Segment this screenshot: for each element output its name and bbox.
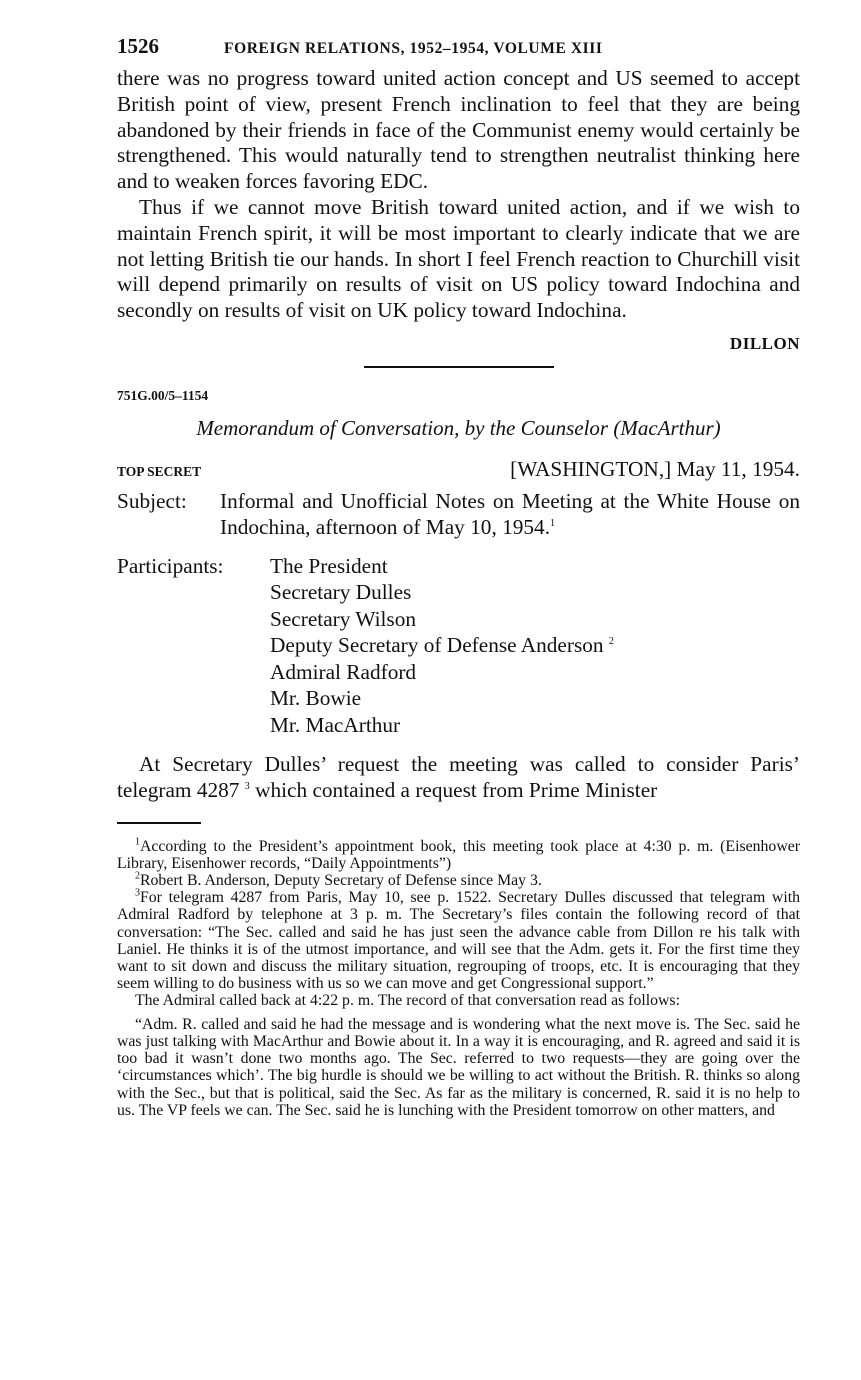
telegram-paragraph-1: there was no progress toward united action concept and US seemed to accept British point of view, present French inclination to feel that they are being abandoned by their friends in face of the Communist enemy would certainly be strengthened. This would naturally tend to strengthen neutralist thinking here and to weaken forces favoring EDC. bbox=[117, 66, 800, 194]
section-divider bbox=[364, 366, 554, 368]
memo-body-paragraph: At Secretary Dulles’ request the meeting was called to consider Paris’ telegram 4287 $^3$ which contained a request from Prime Minister bbox=[117, 752, 800, 802]
participants bbox=[117, 553, 800, 739]
participant: Mr. MacArthur bbox=[270, 712, 401, 737]
classification-line bbox=[117, 457, 800, 483]
classification: TOP SECRET bbox=[117, 463, 202, 479]
participant: Secretary Wilson bbox=[270, 606, 417, 631]
footnote-divider bbox=[117, 822, 201, 824]
footnote-ref-3[interactable]: 3 bbox=[244, 780, 250, 792]
document-page bbox=[117, 30, 800, 1119]
footnote-3-continued: The Admiral called back at 4:22 p. m. The record of that conversation read as follows: bbox=[135, 992, 680, 1010]
subject-label: Subject: bbox=[117, 488, 187, 513]
subject-text bbox=[220, 489, 800, 541]
footnote-2: $^2$Robert B. Anderson, Deputy Secretary of Defense since May 3. bbox=[135, 870, 542, 890]
participant: Mr. Bowie bbox=[270, 686, 362, 711]
footnote-ref-1[interactable]: 1 bbox=[550, 517, 556, 529]
page-number: 1526 bbox=[117, 34, 159, 58]
document-title: Memorandum of Conversation, by the Counselor (MacArthur) bbox=[196, 415, 721, 440]
participant: The President bbox=[270, 553, 388, 578]
footnote-3-quote: “Adm. R. called and said he had the message and is wondering what the next move is. The Sec. said he was just talking with MacArthur and Bowie about it. In a way it is encouraging, and R. agreed and said it is too bad it wasn’t done two months ago. The Sec. referred to two requests—they are going over the ‘circumstances which’. The big hurdle is should we be willing to act without the British. R. thinks so along with the Sec., but that is political, said the Sec. As far as the military is concerned, R. said it is no help to us. The VP feels we can. The Sec. said he is lunching with the President tomorrow on other matters, and bbox=[117, 1015, 800, 1119]
dateline: [WASHINGTON,] May 11, 1954. bbox=[510, 456, 800, 481]
participant: Secretary Dulles bbox=[270, 580, 412, 605]
participants-list bbox=[270, 553, 800, 739]
footnote-ref-2[interactable]: 2 bbox=[608, 635, 614, 647]
participant: Admiral Radford bbox=[270, 659, 417, 684]
footnote-3: $^3$For telegram 4287 from Paris, May 10, see p. 1522. Secretary Dulles discussed that telegram with Admiral Radford by telephone at 3 p. m. The Secretary’s files contain the following record of that conversation: “The Sec. called and said he has just seen the advance cable from Dillon re his talk with Laniel. He thinks it is of the utmost importance, and will see that the Adm. gets it. For the first time they want to sit down and discuss the military situation, regrouping of troops, etc. It is encouraging that they seem willing to do business with us so we can move and get Congressional support.” bbox=[117, 888, 800, 993]
telegram-paragraph-2: Thus if we cannot move British toward united action, and if we wish to maintain French spirit, it will be most important to clearly indicate that we are not letting British tie our hands. In short I feel French reaction to Churchill visit will depend primarily on results of visit on US policy toward Indochina and secondly on results of visit on UK policy toward Indochina. bbox=[117, 194, 800, 323]
participants-label: Participants: bbox=[117, 553, 224, 578]
subject-row bbox=[117, 489, 800, 541]
series-title: FOREIGN RELATIONS, 1952–1954, VOLUME XIII bbox=[224, 40, 603, 57]
file-number: 751G.00/5–1154 bbox=[117, 387, 209, 403]
footnotes bbox=[117, 838, 800, 1119]
signature: DILLON bbox=[729, 333, 800, 353]
subject-body: Informal and Unofficial Notes on Meeting at the White House on Indochina, afternoon of May 10, 1954. bbox=[220, 488, 800, 539]
running-head bbox=[117, 30, 800, 66]
footnote-1: $^1$According to the President’s appointment book, this meeting took place at 4:30 p. m. (Eisenhower Library, Eisenhower records, “Daily Appointments”) bbox=[117, 836, 800, 872]
participant: Deputy Secretary of Defense Anderson $^2$ bbox=[270, 633, 614, 658]
